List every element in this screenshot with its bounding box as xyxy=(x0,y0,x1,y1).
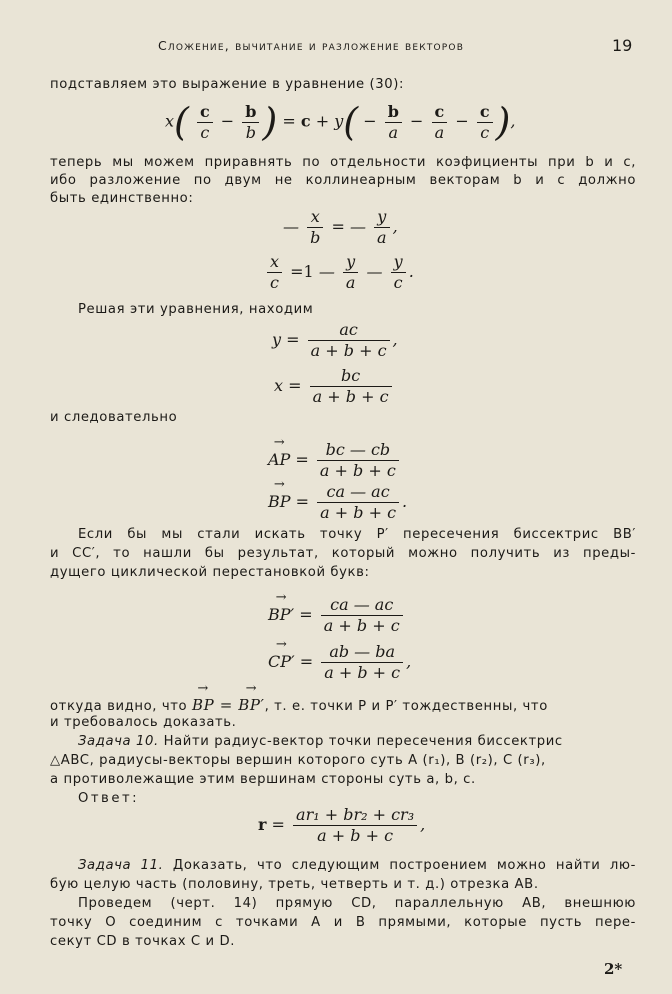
equation-y: y = $\frac{ac}{a + b + c}$ , xyxy=(272,320,398,360)
running-header: Сложение, вычитание и разложение векторов xyxy=(158,38,465,53)
task-10-line-1: Задача 10. Найти радиус-вектор точки пересечения биссектрис xyxy=(78,734,563,749)
paragraph-3: Решая эти уравнения, находим xyxy=(78,302,314,317)
paragraph-6-line-2: и требовалось доказать. xyxy=(50,715,237,730)
signature-mark: 2* xyxy=(604,960,623,978)
equation-CP-prime: → CP′ = $\frac{ab — ba}{a + b + c}$ , xyxy=(268,642,411,683)
equation-3: $\frac{x}{c}$ =1 — $\frac{y}{a}$ — $\frac{y}{c}$ . xyxy=(264,252,414,293)
paragraph-4: и следовательно xyxy=(50,410,178,425)
equation-BP: → BP = $\frac{ca — ac}{a + b + c}$ . xyxy=(268,482,407,523)
answer-label: Ответ: xyxy=(78,791,140,806)
task-11-line-2: бую целую часть (половину, треть, четверть и т. д.) отрезка AB. xyxy=(50,877,539,892)
eq1-frac-c-c: $\frac{c}{c}$ xyxy=(197,102,213,143)
paragraph-2-line-2: ибо разложение по двум не коллинеарным векторам b и c должно xyxy=(50,173,636,188)
eq1-x: x xyxy=(165,111,175,131)
equation-AP: → AP = $\frac{bc — cb}{a + b + c}$ xyxy=(268,440,402,481)
eq1-rparen: ) xyxy=(262,100,278,144)
paragraph-5-line-3: дущего циклической перестановкой букв: xyxy=(50,565,370,580)
paragraph-7-line-1: Проведем (черт. 14) прямую CD, параллельную AB, внешнюю xyxy=(78,896,636,911)
paragraph-7-line-3: секут CD в точках C и D. xyxy=(50,934,236,949)
paragraph-2-line-1: теперь мы можем приравнять по отдельности коэфициенты при b и c, xyxy=(50,155,636,170)
page-number: 19 xyxy=(612,36,633,55)
task-11-line-1: Задача 11. Доказать, что следующим построением можно найти лю- xyxy=(78,858,636,873)
paragraph-7-line-2: точку O соединим с точками A и B прямыми, которые пусть пере- xyxy=(50,915,636,930)
task-10-line-3: а противолежащие этим вершинам стороны суть a, b, c. xyxy=(50,772,476,787)
paragraph-5-line-2: и CC′, то нашли бы результат, который можно получить из преды- xyxy=(50,546,636,561)
equation-r: r = $\frac{\text{ar₁ + br₂ + cr₃}}{a + b + c}$ , xyxy=(258,805,426,845)
task-10-line-2: △ABC, радиусы-векторы вершин которого суть A (r₁), B (r₂), C (r₃), xyxy=(50,753,546,768)
equation-BP-prime: → BP′ = $\frac{ca — ac}{a + b + c}$ xyxy=(268,595,406,636)
paragraph-1: подставляем это выражение в уравнение (30): xyxy=(50,77,405,92)
paragraph-5-line-1: Если бы мы стали искать точку P′ пересечения биссектрис BB′ xyxy=(78,527,636,542)
paragraph-2-line-3: быть единственно: xyxy=(50,191,194,206)
equation-x: x = $\frac{bc}{a + b + c}$ xyxy=(274,366,395,407)
inline-vector-equality: → BP = → BP′ xyxy=(192,696,265,714)
eq1-frac-b-b: $\frac{b}{b}$ xyxy=(242,102,259,143)
equation-2: — $\frac{x}{b}$ = — $\frac{y}{a}$ , xyxy=(283,207,398,247)
eq1-lparen: ( xyxy=(174,100,189,144)
equation-1: x( $\frac{c}{c}$ − $\frac{b}{b}$ ) = c + y( − $\frac{b}{a}$ − $\frac{c}{a}$ − $\frac{c}{c}$ ), xyxy=(165,100,516,144)
paragraph-6-line-1: откуда видно, что → BP = → BP′, т. е. точки P и P′ тождественны, что xyxy=(50,696,636,714)
